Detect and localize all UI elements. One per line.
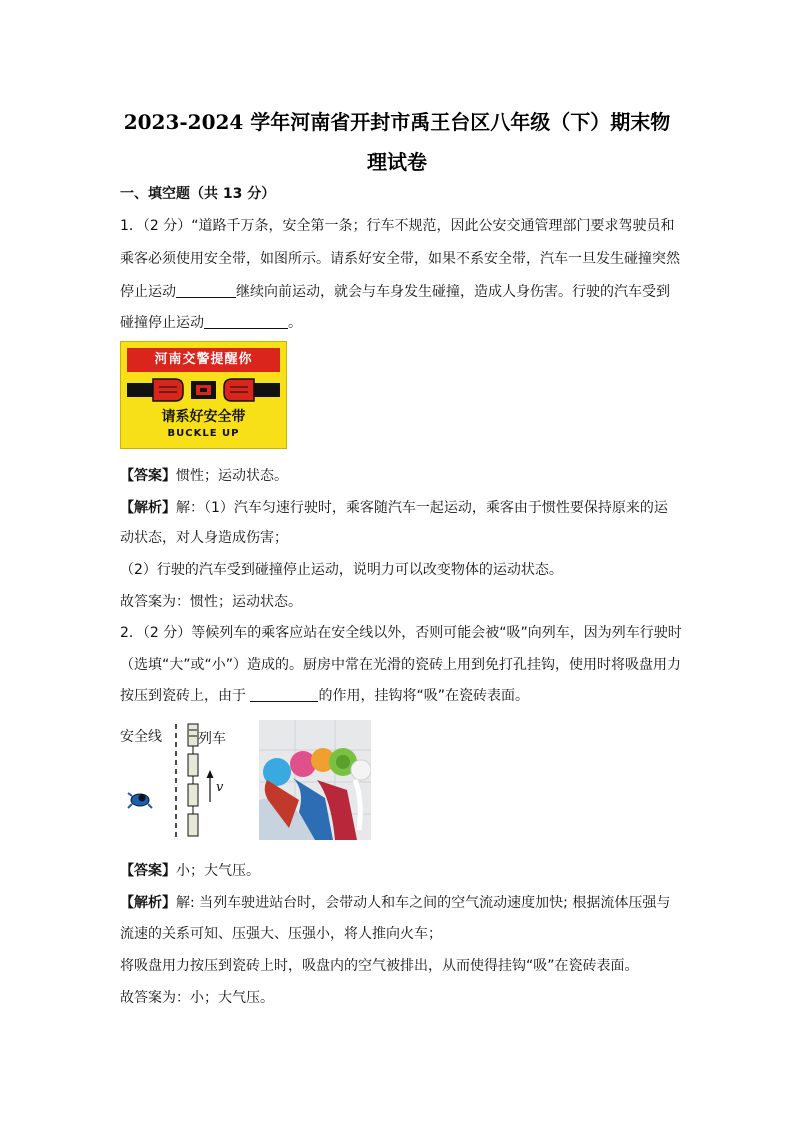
q2-text-line-1: 2．（2 分）等候列车的乘客应站在安全线以外，否则可能会被“吸”向列车，因为列车行驶时 (120, 625, 682, 641)
q1-text-line-2: 乘客必须使用安全带，如图所示。请系好安全带，如果不系安全带，汽车一旦发生碰撞突然 (120, 251, 680, 267)
q2-analysis-line-2: 流速的关系可知、压强大、压强小，将人推向火车； (120, 926, 442, 942)
answer-text: 惯性；运动状态。 (176, 468, 288, 484)
q1-blank-1 (176, 283, 236, 298)
train-label: 列车 (198, 731, 226, 747)
q2-text-line-3 (120, 686, 680, 706)
answer-text: 小；大气压。 (176, 863, 260, 879)
sign-banner: 河南交警提醒你 (127, 348, 280, 372)
q1-answer (120, 466, 680, 486)
q1-final-answer: 故答案为：惯性；运动状态。 (120, 594, 302, 610)
q2-line-3-end: 的作用，挂钩将“吸”在瓷砖表面。 (318, 688, 529, 704)
analysis-tag: 【解析】 (120, 895, 176, 911)
answer-tag: 【答案】 (120, 863, 176, 879)
q1-analysis-line-1 (120, 498, 680, 518)
platform-diagram (118, 718, 238, 843)
q1-line-4-end: 。 (288, 315, 302, 331)
q2-line-3-start: 按压到瓷砖上，由于 (120, 688, 251, 704)
q2-analysis-line-3: 将吸盘用力按压到瓷砖上时，吸盘内的空气被排出，从而使得挂钩“吸”在瓷砖表面。 (120, 958, 639, 974)
suction-hooks-image (259, 720, 371, 840)
exam-title-line-1: 2023-2024 学年河南省开封市禹王台区八年级（下）期末物 (123, 110, 671, 134)
q2-text-line-2: （选填“大”或“小”）造成的。厨房中常在光滑的瓷砖上用到免打孔挂钩，使用时将吸盘用力 (120, 657, 682, 673)
q1-analysis-line-3: （2）行驶的汽车受到碰撞停止运动，说明力可以改变物体的运动状态。 (120, 562, 563, 578)
q1-text-line-3 (120, 282, 680, 302)
analysis-text: 解: 当列车驶进站台时，会带动人和车之间的空气流动速度加快; 根据流体压强与 (176, 895, 671, 911)
q1-text-line-1: 1．（2 分）“道路千万条，安全第一条；行车不规范，因此公安交通管理部门要求驾驶员和 (120, 218, 675, 234)
q1-line-3-end: 继续向前运动，就会与车身发生碰撞，造成人身伤害。行驶的汽车受到 (236, 284, 670, 300)
analysis-tag: 【解析】 (120, 500, 176, 516)
seatbelt-buckle-icon (127, 375, 280, 405)
q1-line-3-start: 停止运动 (120, 284, 176, 300)
safety-line-label: 安全线 (120, 729, 162, 745)
section-heading: 一、填空题（共 13 分） (120, 186, 276, 202)
person-icon (128, 793, 152, 808)
q2-answer (120, 861, 680, 881)
q2-blank (250, 687, 318, 702)
exam-title-line-2: 理试卷 (367, 150, 427, 174)
q1-analysis-line-2: 动状态，对人身造成伤害； (120, 530, 288, 546)
seatbelt-warning-sign (120, 341, 287, 449)
q1-line-4-start: 碰撞停止运动 (120, 315, 204, 331)
analysis-text: 解：（1）汽车匀速行驶时，乘客随汽车一起运动，乘客由于惯性要保持原来的运 (176, 500, 668, 516)
q2-final-answer: 故答案为：小；大气压。 (120, 990, 274, 1006)
sign-main-text: 请系好安全带 (161, 409, 246, 425)
sign-sub-text: BUCKLE UP (167, 428, 240, 439)
suction-hooks-photo (259, 720, 371, 840)
q2-analysis-line-1 (120, 893, 680, 913)
velocity-label: v (216, 780, 224, 795)
q1-blank-2 (204, 314, 288, 329)
answer-tag: 【答案】 (120, 468, 176, 484)
q1-text-line-4 (120, 313, 680, 333)
